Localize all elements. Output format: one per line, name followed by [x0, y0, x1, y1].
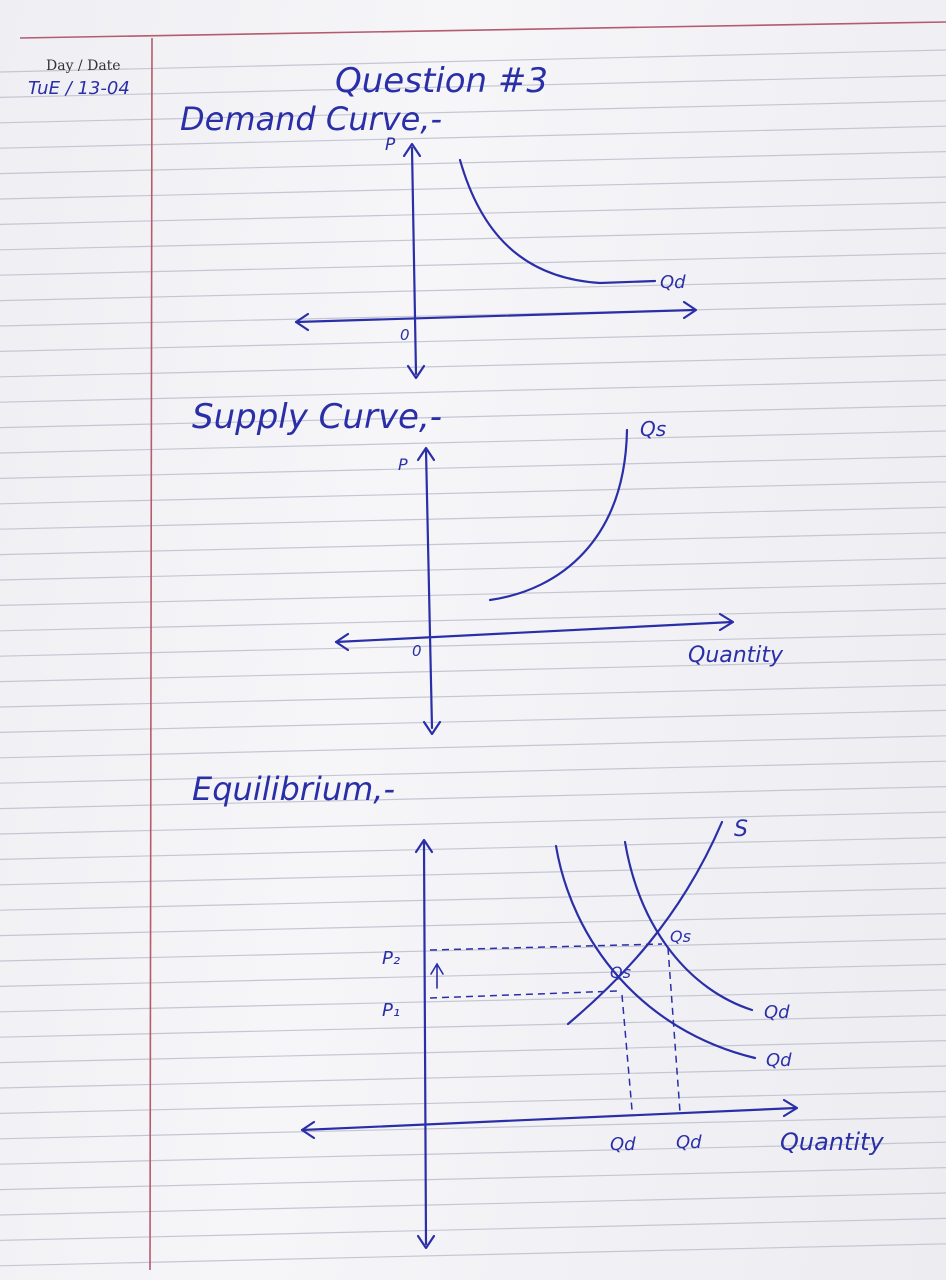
ruled-line [0, 456, 946, 478]
equilibrium-heading: Equilibrium,- [192, 770, 396, 808]
eq-p1-label: P₁ [382, 1000, 401, 1021]
ruled-line [0, 482, 946, 504]
date-value: TuE / 13-04 [28, 78, 130, 99]
ruled-line [0, 888, 946, 910]
demand-heading: Demand Curve,- [180, 100, 442, 138]
ruled-line [0, 279, 946, 301]
demand-axis-p: P [385, 135, 396, 155]
ruled-line [0, 406, 946, 428]
ruled-line [0, 1244, 946, 1266]
ruled-line [0, 431, 946, 453]
ruled-line [0, 1041, 946, 1063]
ruled-line [0, 710, 946, 732]
eq-old-point-label: Qs [610, 963, 631, 982]
demand-x-axis [296, 310, 694, 322]
ruled-line [0, 380, 946, 402]
eq-new-point-label: Qs [670, 927, 691, 946]
ruled-line [0, 355, 946, 377]
eq-x-tick-new: Qd [676, 1132, 702, 1153]
eq-supply-label: S [734, 817, 748, 842]
page-title: Question #3 [335, 61, 548, 101]
demand-origin: 0 [400, 326, 410, 344]
demand-curve-label: Qd [660, 272, 686, 293]
ruled-line [0, 1168, 946, 1190]
eq-supply-curve [568, 822, 722, 1024]
ruled-line [0, 634, 946, 656]
ruled-line [0, 152, 946, 174]
ruled-line [0, 558, 946, 580]
supply-curve-label: Qs [640, 417, 667, 441]
eq-demand-new-label: Qd [764, 1002, 790, 1023]
eq-x-axis [302, 1108, 796, 1130]
eq-qd-new-dashed [668, 948, 680, 1112]
supply-x-axis-label: Quantity [688, 643, 784, 668]
eq-demand-old-curve [556, 846, 755, 1058]
eq-y-axis [424, 842, 426, 1244]
supply-origin: 0 [412, 642, 422, 660]
eq-x-tick-old: Qd [610, 1134, 636, 1155]
ruled-line [0, 939, 946, 961]
eq-x-axis-label: Quantity [780, 1128, 884, 1156]
demand-y-axis [412, 148, 416, 374]
ruled-line [0, 101, 946, 123]
day-date-label: Day / Date [46, 58, 121, 74]
ruled-line [0, 812, 946, 834]
supply-section [192, 397, 784, 734]
ruled-line [0, 964, 946, 986]
eq-p2-label: P₂ [382, 948, 401, 969]
ruled-line [0, 533, 946, 555]
supply-heading: Supply Curve,- [192, 397, 443, 437]
ruled-line [0, 1066, 946, 1088]
ruled-line [0, 126, 946, 148]
ruled-line [0, 837, 946, 859]
ruled-lines [0, 50, 946, 1266]
header-line [20, 22, 946, 38]
ruled-line [0, 1015, 946, 1037]
ruled-line [0, 253, 946, 275]
ruled-line [0, 1193, 946, 1215]
ruled-line [0, 1091, 946, 1113]
ruled-line [0, 1218, 946, 1240]
eq-demand-old-label: Qd [766, 1050, 792, 1071]
ruled-line [0, 761, 946, 783]
ruled-line [0, 685, 946, 707]
ruled-line [0, 228, 946, 250]
ruled-line [0, 914, 946, 936]
eq-p1-dashed-line [430, 991, 617, 998]
supply-x-axis [336, 622, 732, 642]
ruled-line [0, 304, 946, 326]
supply-axis-p: P [398, 455, 408, 474]
ruled-line [0, 863, 946, 885]
supply-y-axis [426, 450, 432, 728]
ruled-line [0, 202, 946, 224]
eq-qd-old-dashed [622, 995, 632, 1110]
ruled-line [0, 990, 946, 1012]
ruled-line [0, 787, 946, 809]
ruled-line [0, 660, 946, 682]
ruled-line [0, 609, 946, 631]
ruled-line [0, 736, 946, 758]
margin-line [150, 38, 152, 1270]
ruled-line [0, 507, 946, 529]
ruled-line [0, 329, 946, 351]
demand-curve [460, 160, 655, 283]
ruled-line [0, 583, 946, 605]
